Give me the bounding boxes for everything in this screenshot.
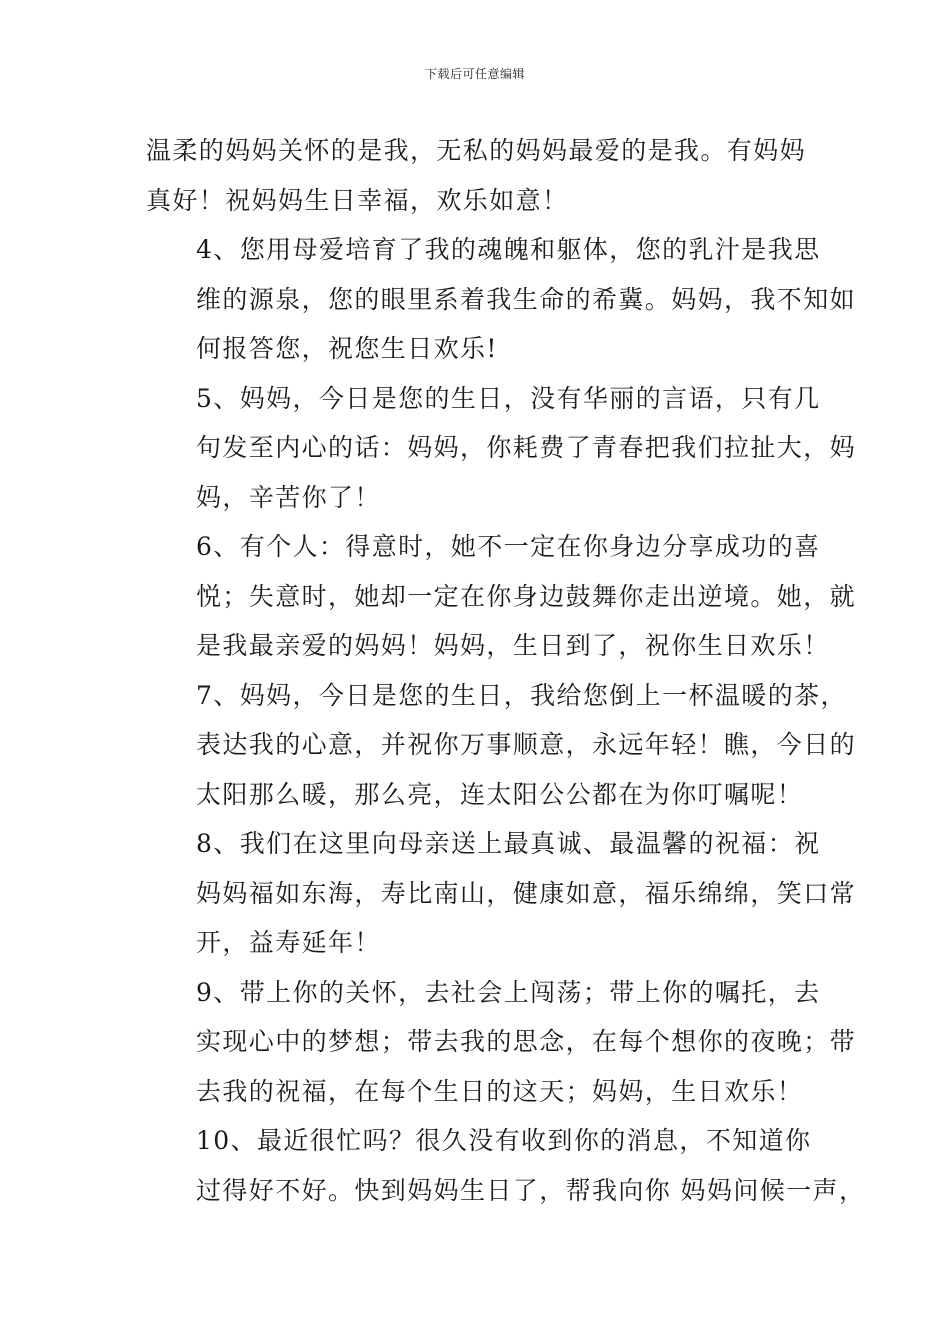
paragraph [146, 968, 857, 1117]
text-line: 妈妈福如东海，寿比南山，健康如意，福乐绵绵，笑口常 [196, 878, 857, 908]
text-line: 5、妈妈，今日是您的生日，没有华丽的言语，只有几 [196, 383, 821, 413]
text-line: 8、我们在这里向母亲送上最真诚、最温馨的祝福：祝 [196, 829, 821, 858]
text-line: 是我最亲爱的妈妈！妈妈，生日到了，祝你生日欢乐！ [196, 631, 830, 660]
paragraph [146, 819, 857, 968]
text-line: 10、最近很忙吗？很久没有收到你的消息，不知道你 [196, 1126, 812, 1155]
paragraph [146, 225, 857, 374]
text-line: 真好！祝妈妈生日幸福，欢乐如意！ [146, 185, 569, 215]
document-body [146, 126, 866, 1215]
paragraph [146, 126, 810, 225]
text-line: 9、带上你的关怀，去社会上闯荡；带上你的嘱托，去 [196, 977, 821, 1007]
text-line: 4、您用母爱培育了我的魂魄和躯体，您的乳汁是我思 [196, 235, 821, 264]
text-line: 悦；失意时，她却一定在你身边鼓舞你走出逆境。她，就 [196, 581, 857, 611]
text-line: 去我的祝福，在每个生日的这天；妈妈，生日欢乐！ [196, 1076, 804, 1106]
text-line: 表达我的心意，并祝你万事顺意，永远年轻！瞧，今日的 [196, 730, 857, 759]
text-line: 开，益寿延年！ [196, 928, 381, 957]
text-line: 何报答您，祝您生日欢乐! [196, 334, 498, 363]
text-line: 过得好不好。快到妈妈生日了，帮我向你 妈妈问候一声， [196, 1175, 866, 1205]
text-line: 实现心中的梦想；带去我的思念，在每个想你的夜晚；带 [196, 1027, 857, 1056]
paragraph [146, 1116, 866, 1215]
paragraph [146, 671, 857, 820]
text-line: 6、有个人：得意时，她不一定在你身边分享成功的喜 [196, 532, 821, 561]
text-line: 句发至内心的话：妈妈，你耗费了青春把我们拉扯大，妈 [196, 433, 857, 462]
text-line: 维的源泉，您的眼里系着我生命的希冀。妈妈，我不知如 [196, 284, 857, 314]
page-header: 下载后可任意编辑 [424, 67, 525, 81]
paragraph [146, 522, 857, 671]
text-line: 妈，辛苦你了！ [196, 482, 381, 512]
text-line: 7、妈妈，今日是您的生日，我给您倒上一杯温暖的茶， [196, 680, 847, 710]
text-line: 温柔的妈妈关怀的是我，无私的妈妈最爱的是我。有妈妈 [146, 136, 807, 165]
text-line: 太阳那么暖，那么亮，连太阳公公都在为你叮嘱呢！ [196, 779, 804, 809]
paragraph [146, 374, 857, 523]
